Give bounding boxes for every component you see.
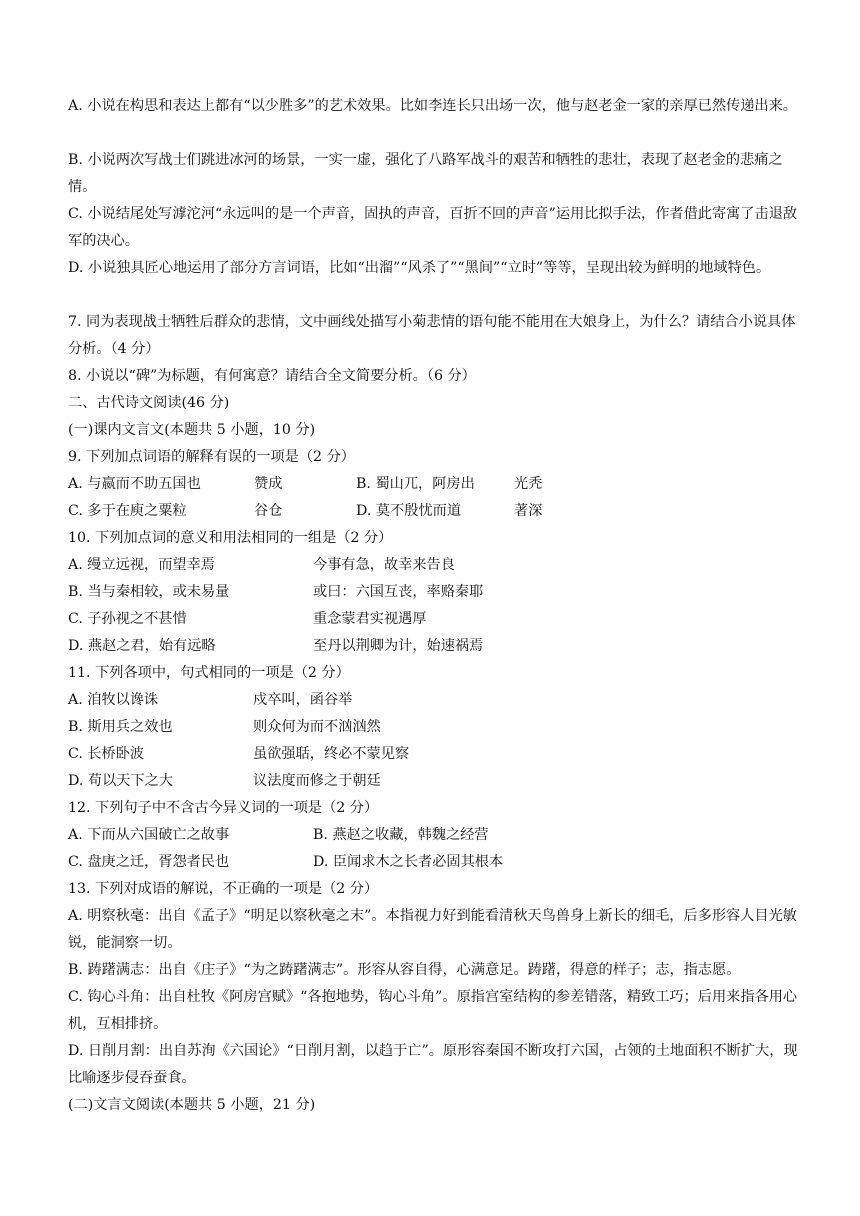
q9-option-d: D. 莫不殷忧而道 <box>356 503 462 519</box>
q11-option-left: B. 斯用兵之效也 <box>68 719 173 735</box>
q11-row <box>68 714 808 741</box>
q9-option-c: C. 多于在庾之粟粒 <box>68 503 187 519</box>
question-8: 8. 小说以“碑”为标题，有何寓意？请结合全文简要分析。（6 分） <box>68 368 476 384</box>
q10-option-left: B. 当与秦相较，或未易量 <box>68 584 230 600</box>
q12-option-d: D. 臣闻求木之长者必固其根本 <box>313 854 504 870</box>
section-heading: 二、古代诗文阅读(46 分) <box>68 395 230 411</box>
q9-row <box>68 471 808 498</box>
q9-option-b: B. 蜀山兀，阿房出 <box>356 476 475 492</box>
q13-option-c: C. 钩心斗角：出自杜牧《阿房宫赋》“各抱地势，钩心斗角”。原指宫室结构的参差错落，精致工巧；后用来指各用心机，互相排挤。 <box>68 989 798 1032</box>
q13-option-d: D. 日削月割：出自苏洵《六国论》“日削月割，以趋于亡”。原形容秦国不断攻打六国，占领的土地面积不断扩大，现比喻逐步侵吞蚕食。 <box>68 1043 798 1086</box>
question-10-stem: 10. 下列加点词的意义和用法相同的一组是（2 分） <box>68 530 393 546</box>
q11-row <box>68 687 808 714</box>
question-7: 7. 同为表现战士牺牲后群众的悲情，文中画线处描写小菊悲情的语句能不能用在大娘身上，为什么？请结合小说具体分析。（4 分） <box>68 314 796 357</box>
q10-option-right: 至丹以荆卿为计，始速祸焉 <box>313 638 484 654</box>
q12-row <box>68 822 808 849</box>
q10-row <box>68 579 808 606</box>
question-9-stem: 9. 下列加点词语的解释有误的一项是（2 分） <box>68 449 355 465</box>
q11-option-right: 戍卒叫，函谷举 <box>253 692 353 708</box>
q10-option-right: 今事有急，故幸来告良 <box>313 557 455 573</box>
q9-option-a-gloss: 赞成 <box>254 476 283 492</box>
q9-row <box>68 498 808 525</box>
subsection-heading: (一)课内文言文(本题共 5 小题，10 分) <box>68 422 316 438</box>
q11-row <box>68 741 808 768</box>
q10-row <box>68 606 808 633</box>
subsection-heading-2: (二)文言文阅读(本题共 5 小题，21 分) <box>68 1097 316 1113</box>
question-13-stem: 13. 下列对成语的解说，不正确的一项是（2 分） <box>68 881 379 897</box>
q13-option-b: B. 踌躇满志：出自《庄子》“为之踌躇满志”。形容从容自得，心满意足。踌躇，得意的样子；志，指志愿。 <box>68 962 741 978</box>
q10-option-left: C. 子孙视之不甚惜 <box>68 611 187 627</box>
q12-option-c: C. 盘庚之迁，胥怨者民也 <box>68 854 230 870</box>
q11-option-right: 议法度而修之于朝廷 <box>253 773 381 789</box>
q12-option-b: B. 燕赵之收藏，韩魏之经营 <box>313 827 489 843</box>
q12-row <box>68 849 808 876</box>
q9-option-a: A. 与嬴而不助五国也 <box>68 476 201 492</box>
q10-option-left: D. 燕赵之君，始有远略 <box>68 638 216 654</box>
q6-option-c: C. 小说结尾处写滹沱河“永远叫的是一个声音，固执的声音，百折不回的声音”运用比拟手法，作者借此寄寓了击退敌军的决心。 <box>68 206 798 249</box>
q11-option-left: D. 苟以天下之大 <box>68 773 174 789</box>
q6-option-d: D. 小说独具匠心地运用了部分方言词语，比如“出溜”“风杀了”“黑间”“立时”等等，呈现出较为鲜明的地域特色。 <box>68 260 771 276</box>
q11-option-right: 虽欲强聒，终必不蒙见察 <box>253 746 410 762</box>
q6-option-b: B. 小说两次写战士们跳进冰河的场景，一实一虚，强化了八路军战斗的艰苦和牺牲的悲壮，表现了赵老金的悲痛之情。 <box>68 152 783 195</box>
q10-option-right: 重念蒙君实视遇厚 <box>313 611 427 627</box>
q9-option-d-gloss: 著深 <box>514 503 543 519</box>
q11-option-left: C. 长桥卧波 <box>68 746 145 762</box>
q10-option-left: A. 缦立远视，而望幸焉 <box>68 557 215 573</box>
document-page <box>68 93 808 1119</box>
q10-row <box>68 633 808 660</box>
q11-option-left: A. 洎牧以谗诛 <box>68 692 159 708</box>
question-11-stem: 11. 下列各项中，句式相同的一项是（2 分） <box>68 665 350 681</box>
q11-row <box>68 768 808 795</box>
q13-option-a: A. 明察秋毫：出自《孟子》“明足以察秋毫之末”。本指视力好到能看清秋天鸟兽身上新长的细毛，后多形容人目光敏锐，能洞察一切。 <box>68 908 797 951</box>
question-12-stem: 12. 下列句子中不含古今异义词的一项是（2 分） <box>68 800 379 816</box>
q9-option-b-gloss: 光秃 <box>514 476 543 492</box>
q10-option-right: 或曰：六国互丧，率赂秦耶 <box>313 584 484 600</box>
q10-row <box>68 552 808 579</box>
q12-option-a: A. 下而从六国破亡之故事 <box>68 827 230 843</box>
q9-option-c-gloss: 谷仓 <box>254 503 283 519</box>
q6-option-a: A. 小说在构思和表达上都有“以少胜多”的艺术效果。比如李连长只出场一次，他与赵老金一家的亲厚已然传递出来。 <box>68 98 797 114</box>
q11-option-right: 则众何为而不汹汹然 <box>253 719 381 735</box>
